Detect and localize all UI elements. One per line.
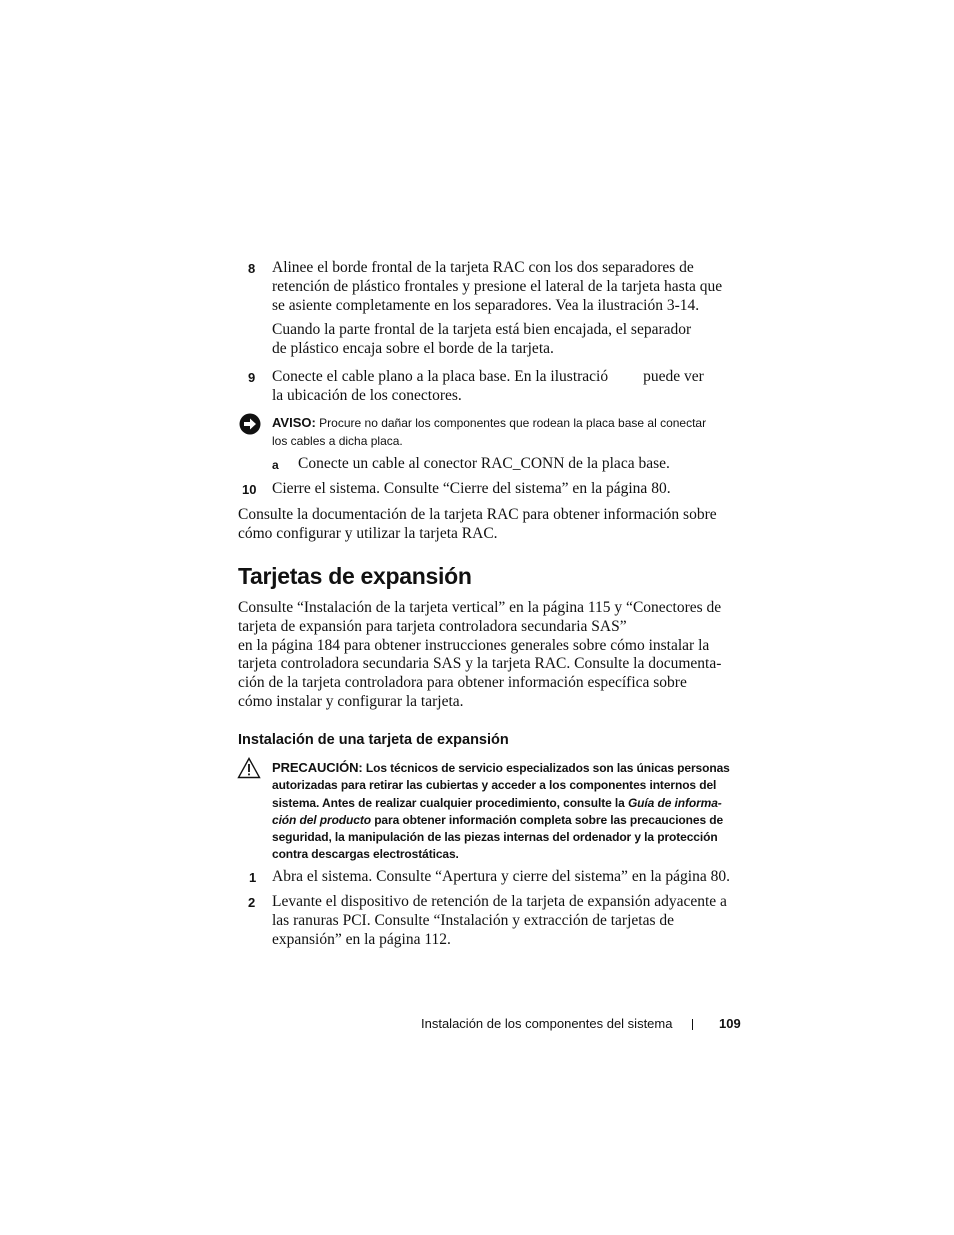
install-step-2-line-1: Levante el dispositivo de retención de la tarjeta de expansión adyacente a bbox=[272, 893, 727, 910]
step-8-line-2: retención de plástico frontales y presione el lateral de la tarjeta hasta que bbox=[272, 277, 723, 295]
caution-line-4-text: para obtener información completa sobre las precauciones de bbox=[374, 812, 724, 827]
notice-line-1 bbox=[272, 414, 742, 432]
caution-label: PRECAUCIÓN: bbox=[272, 760, 363, 775]
section-paragraph bbox=[238, 599, 742, 712]
caution-line-1-text: Los técnicos de servicio especializados son las únicas personas bbox=[365, 761, 730, 775]
step-8-sub-line-1: Cuando la parte frontal de la tarjeta está bien encajada, el separador bbox=[272, 321, 692, 338]
rac-documentation-paragraph bbox=[238, 506, 742, 544]
notice-arrow-icon bbox=[239, 413, 261, 435]
notice-line-1-text: Procure no dañar los componentes que rodean la placa base al conectar bbox=[319, 416, 707, 430]
section-paragraph-line-5: ción de la tarjeta controladora para obtener información específica sobre bbox=[238, 674, 687, 692]
step-8-sub-text bbox=[272, 321, 742, 359]
caution-guide-link-part-2: ción del producto bbox=[272, 812, 371, 827]
footer-separator bbox=[692, 1019, 693, 1030]
rac-paragraph-line-1: Consulte la documentación de la tarjeta RAC para obtener información sobre bbox=[238, 506, 717, 523]
caution-line-2: autorizadas para retirar las cubiertas y acceder a los componentes internos del bbox=[272, 778, 717, 793]
step-9-text bbox=[272, 368, 742, 406]
caution-guide-link-part-1: Guía de informa- bbox=[627, 795, 722, 810]
section-paragraph-line-2: tarjeta de expansión para tarjeta controladora secundaria SAS” bbox=[238, 617, 627, 635]
caution-text bbox=[272, 759, 742, 864]
step-letter-a: a bbox=[272, 458, 279, 472]
page-number: 109 bbox=[719, 1016, 741, 1031]
step-a-text: Conecte un cable al conector RAC_CONN de la placa base. bbox=[298, 455, 670, 472]
install-step-number-2: 2 bbox=[248, 895, 256, 910]
step-9-line-1-part-b: puede ver bbox=[643, 368, 704, 385]
step-number-10: 10 bbox=[242, 482, 257, 497]
step-8-line-1: Alinee el borde frontal de la tarjeta RAC con los dos separadores de bbox=[272, 259, 694, 276]
step-8-sub-line-2: de plástico encaja sobre el borde de la tarjeta. bbox=[272, 339, 554, 357]
install-step-1-text bbox=[272, 868, 742, 887]
step-9-line-2: la ubicación de los conectores. bbox=[272, 386, 462, 404]
section-paragraph-line-3: en la página 184 para obtener instrucciones generales sobre cómo instalar la bbox=[238, 636, 710, 654]
step-9-line-1-part-a: Conecte el cable plano a la placa base. En la ilustració bbox=[272, 368, 609, 385]
section-heading: Tarjetas de expansión bbox=[238, 563, 472, 589]
notice-text bbox=[272, 414, 742, 450]
rac-paragraph-line-2: cómo configurar y utilizar la tarjeta RAC. bbox=[238, 524, 498, 542]
section-paragraph-line-6: cómo instalar y configurar la tarjeta. bbox=[238, 692, 464, 710]
caution-line-6: contra descargas electrostáticas. bbox=[272, 847, 459, 862]
install-step-1-line-1: Abra el sistema. Consulte “Apertura y cierre del sistema” en la página 80. bbox=[272, 868, 730, 885]
step-number-9: 9 bbox=[248, 370, 256, 385]
install-step-2-line-2: las ranuras PCI. Consulte “Instalación y extracción de tarjetas de bbox=[272, 911, 675, 929]
caution-line-4 bbox=[272, 812, 742, 829]
notice-line-2: los cables a dicha placa. bbox=[272, 434, 403, 448]
install-step-number-1: 1 bbox=[249, 870, 257, 885]
step-9-line-1 bbox=[272, 368, 742, 387]
step-number-8: 8 bbox=[248, 261, 256, 276]
section-paragraph-line-4: tarjeta controladora secundaria SAS y la tarjeta RAC. Consulte la documenta- bbox=[238, 655, 722, 673]
subsection-heading: Instalación de una tarjeta de expansión bbox=[238, 732, 509, 748]
install-step-2-text bbox=[272, 893, 742, 949]
caution-line-5: seguridad, la manipulación de las piezas internas del ordenador y la protección bbox=[272, 830, 718, 845]
notice-label: AVISO: bbox=[272, 415, 316, 430]
warning-triangle-icon bbox=[237, 757, 261, 779]
caution-line-3 bbox=[272, 795, 742, 812]
install-step-2-line-3: expansión” en la página 112. bbox=[272, 930, 451, 948]
footer-chapter-title: Instalación de los componentes del sistema bbox=[421, 1016, 673, 1031]
section-paragraph-line-1: Consulte “Instalación de la tarjeta vertical” en la página 115 y “Conectores de bbox=[238, 599, 722, 616]
step-8-text bbox=[272, 259, 742, 315]
step-8-line-3: se asiente completamente en los separadores. Vea la ilustración 3-14. bbox=[272, 296, 700, 314]
caution-line-3-text: sistema. Antes de realizar cualquier procedimiento, consulte la bbox=[272, 795, 625, 810]
step-10-text: Cierre el sistema. Consulte “Cierre del sistema” en la página 80. bbox=[272, 480, 671, 497]
caution-line-1 bbox=[272, 759, 742, 777]
